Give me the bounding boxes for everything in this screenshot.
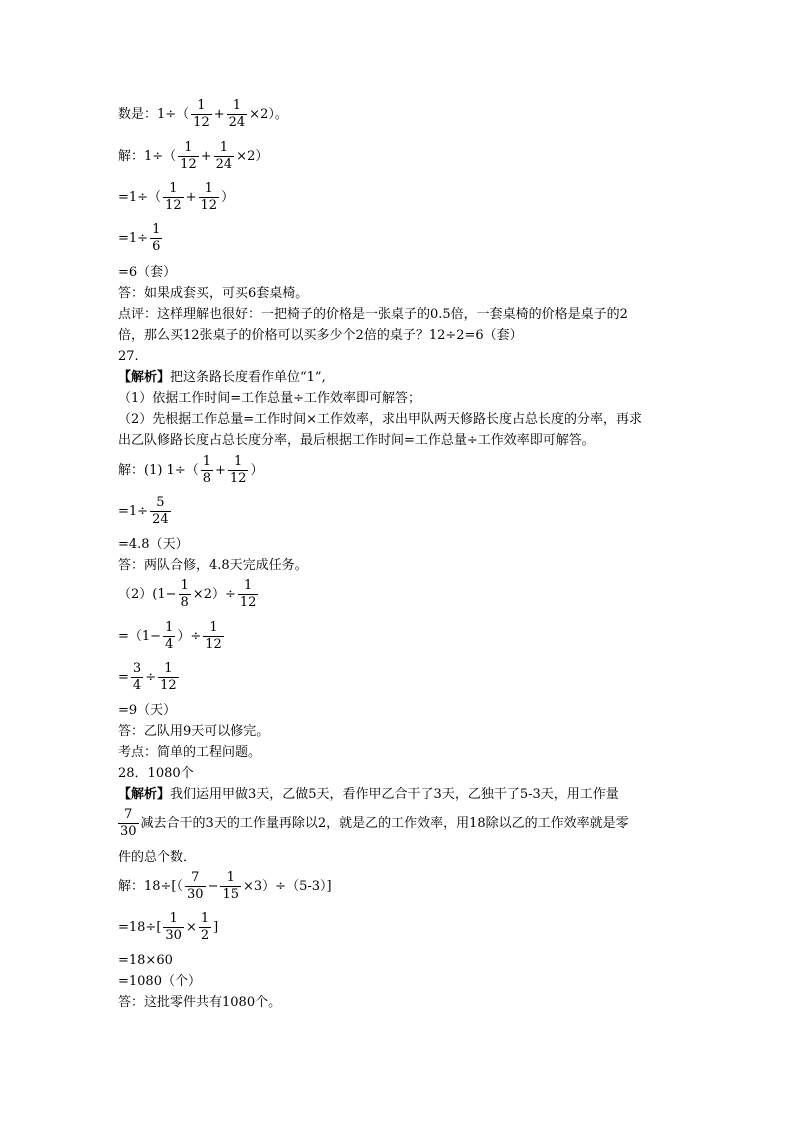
text: ） xyxy=(250,463,264,478)
fraction xyxy=(238,578,259,611)
text: 我们运用甲做3天，乙做5天，看作甲乙合干了3天，乙独干了5-3天，用工作量 xyxy=(170,787,619,802)
denominator: 2 xyxy=(200,928,210,943)
text-line: （2）先根据工作总量=工作时间×工作效率，求出甲队两天修路长度占总长度的分率，再求 xyxy=(118,412,643,427)
denominator: 8 xyxy=(202,471,211,486)
text-line xyxy=(118,661,181,694)
text: ） xyxy=(221,190,235,205)
fraction xyxy=(150,495,171,528)
denominator: 12 xyxy=(165,198,182,213)
denominator: 12 xyxy=(239,595,257,610)
fraction xyxy=(199,181,220,214)
text: = xyxy=(118,670,129,685)
denominator: 12 xyxy=(160,678,177,693)
numerator: 1 xyxy=(180,578,189,593)
denominator: 15 xyxy=(222,887,240,902)
text-line: 答：如果成套买，可买6套桌椅。 xyxy=(118,286,309,301)
text: ）÷ xyxy=(177,629,202,644)
text-line: 27. xyxy=(118,349,139,364)
analysis-tag: 【解析】 xyxy=(118,370,171,385)
text-line: 倍，那么买12张桌子的价格可以买多少个2倍的桌子？12÷2=6（套） xyxy=(118,328,523,343)
numerator: 1 xyxy=(152,222,161,237)
text-line xyxy=(118,454,263,487)
numerator: 1 xyxy=(202,454,211,469)
text: =18÷[ xyxy=(118,920,162,935)
text-line: =6（套） xyxy=(118,265,177,280)
denominator: 12 xyxy=(205,637,222,652)
text-line xyxy=(118,786,619,803)
text-line: 点评：这样理解也很好：一把椅子的价格是一张桌子的0.5倍，一套桌椅的价格是桌子的2 xyxy=(118,307,628,322)
denominator: 12 xyxy=(229,471,247,486)
numerator: 1 xyxy=(197,98,206,113)
text: − xyxy=(207,879,219,894)
denominator: 24 xyxy=(152,512,169,527)
numerator: 1 xyxy=(209,620,218,635)
text: + xyxy=(185,190,197,205)
fraction xyxy=(163,620,175,653)
fraction xyxy=(185,870,206,903)
text-line xyxy=(118,181,234,214)
numerator: 1 xyxy=(234,454,243,469)
denominator: 4 xyxy=(132,678,142,693)
fraction xyxy=(131,661,143,694)
text: × xyxy=(185,920,197,935)
text-line: =9（天） xyxy=(118,703,177,718)
fraction xyxy=(203,620,224,653)
text: 减去合干的3天的工作量再除以2，就是乙的工作效率，用18除以乙的工作效率就是零 xyxy=(140,816,629,831)
denominator: 8 xyxy=(180,595,189,610)
denominator: 24 xyxy=(215,157,233,172)
text-line: =18×60 xyxy=(118,953,173,968)
text: ×2）。 xyxy=(249,107,288,122)
text: 解：(1) 1÷（ xyxy=(118,463,199,478)
fraction xyxy=(150,222,162,255)
fraction xyxy=(158,661,179,694)
fraction xyxy=(118,807,139,840)
numerator: 1 xyxy=(243,578,253,593)
denominator: 4 xyxy=(165,637,174,652)
numerator: 7 xyxy=(124,807,133,822)
numerator: 1 xyxy=(226,870,235,885)
text-line: =4.8（天） xyxy=(118,537,189,552)
text-line: 考点：简单的工程问题。 xyxy=(118,745,262,760)
numerator: 5 xyxy=(156,495,165,510)
numerator: 7 xyxy=(191,870,200,885)
text: 把这条路长度看作单位“1”, xyxy=(170,370,326,385)
text-line xyxy=(118,140,268,173)
text: =1÷ xyxy=(118,504,149,519)
numerator: 3 xyxy=(132,661,142,676)
denominator: 24 xyxy=(228,115,246,130)
text-line xyxy=(118,807,629,840)
text-line xyxy=(118,495,173,528)
text: 数是：1÷（ xyxy=(118,107,190,122)
denominator: 30 xyxy=(187,887,204,902)
fraction xyxy=(163,911,184,944)
text-line: 答：这批零件共有1080个。 xyxy=(118,995,282,1010)
numerator: 1 xyxy=(169,181,178,196)
text-line xyxy=(118,870,332,903)
text: 解：18÷[（ xyxy=(118,879,184,894)
numerator: 1 xyxy=(204,181,213,196)
numerator: 1 xyxy=(200,911,210,926)
fraction xyxy=(227,98,248,131)
text: + xyxy=(200,149,212,164)
text: + xyxy=(215,463,226,478)
denominator: 30 xyxy=(120,824,137,839)
text: + xyxy=(213,107,225,122)
fraction xyxy=(228,454,249,487)
fraction xyxy=(220,870,241,903)
denominator: 12 xyxy=(193,115,210,130)
text-line: 答：两队合修，4.8天完成任务。 xyxy=(118,558,308,573)
fraction xyxy=(178,140,199,173)
text-line xyxy=(118,620,226,653)
fraction xyxy=(214,140,235,173)
numerator: 1 xyxy=(219,140,229,155)
text: ] xyxy=(213,920,219,935)
denominator: 30 xyxy=(165,928,182,943)
text: =1÷ xyxy=(118,231,149,246)
numerator: 1 xyxy=(164,661,173,676)
text-line: （1）依据工作时间=工作总量÷工作效率即可解答； xyxy=(118,391,422,406)
text-line: 出乙队修路长度占总长度分率，最后根据工作时间=工作总量÷工作效率即可解答。 xyxy=(118,433,595,448)
text: =（1− xyxy=(118,629,162,644)
numerator: 1 xyxy=(232,98,242,113)
denominator: 12 xyxy=(200,198,218,213)
text: ÷ xyxy=(145,670,157,685)
text-line: 28．1080个 xyxy=(118,766,194,781)
fraction xyxy=(201,454,213,487)
numerator: 1 xyxy=(165,620,174,635)
fraction xyxy=(191,98,212,131)
fraction xyxy=(199,911,211,944)
text: ×2） xyxy=(236,149,269,164)
text-line: 答：乙队用9天可以修完。 xyxy=(118,724,270,739)
text-line xyxy=(118,222,164,255)
text-line xyxy=(118,578,260,611)
numerator: 1 xyxy=(169,911,178,926)
text-line xyxy=(118,369,326,386)
denominator: 12 xyxy=(180,157,197,172)
fraction xyxy=(163,181,184,214)
analysis-tag: 【解析】 xyxy=(118,787,171,802)
text-line xyxy=(118,911,218,944)
text: ×3）÷（5-3）] xyxy=(243,879,332,894)
text-line: 件的总个数． xyxy=(118,850,197,865)
text: =1÷（ xyxy=(118,190,162,205)
text: ×2）÷ xyxy=(192,587,236,602)
numerator: 1 xyxy=(184,140,193,155)
text-line xyxy=(118,98,288,131)
text: 解：1÷（ xyxy=(118,149,177,164)
text: （2）(1− xyxy=(118,587,177,602)
fraction xyxy=(179,578,191,611)
denominator: 6 xyxy=(152,239,161,254)
text-line: =1080（个） xyxy=(118,974,201,989)
